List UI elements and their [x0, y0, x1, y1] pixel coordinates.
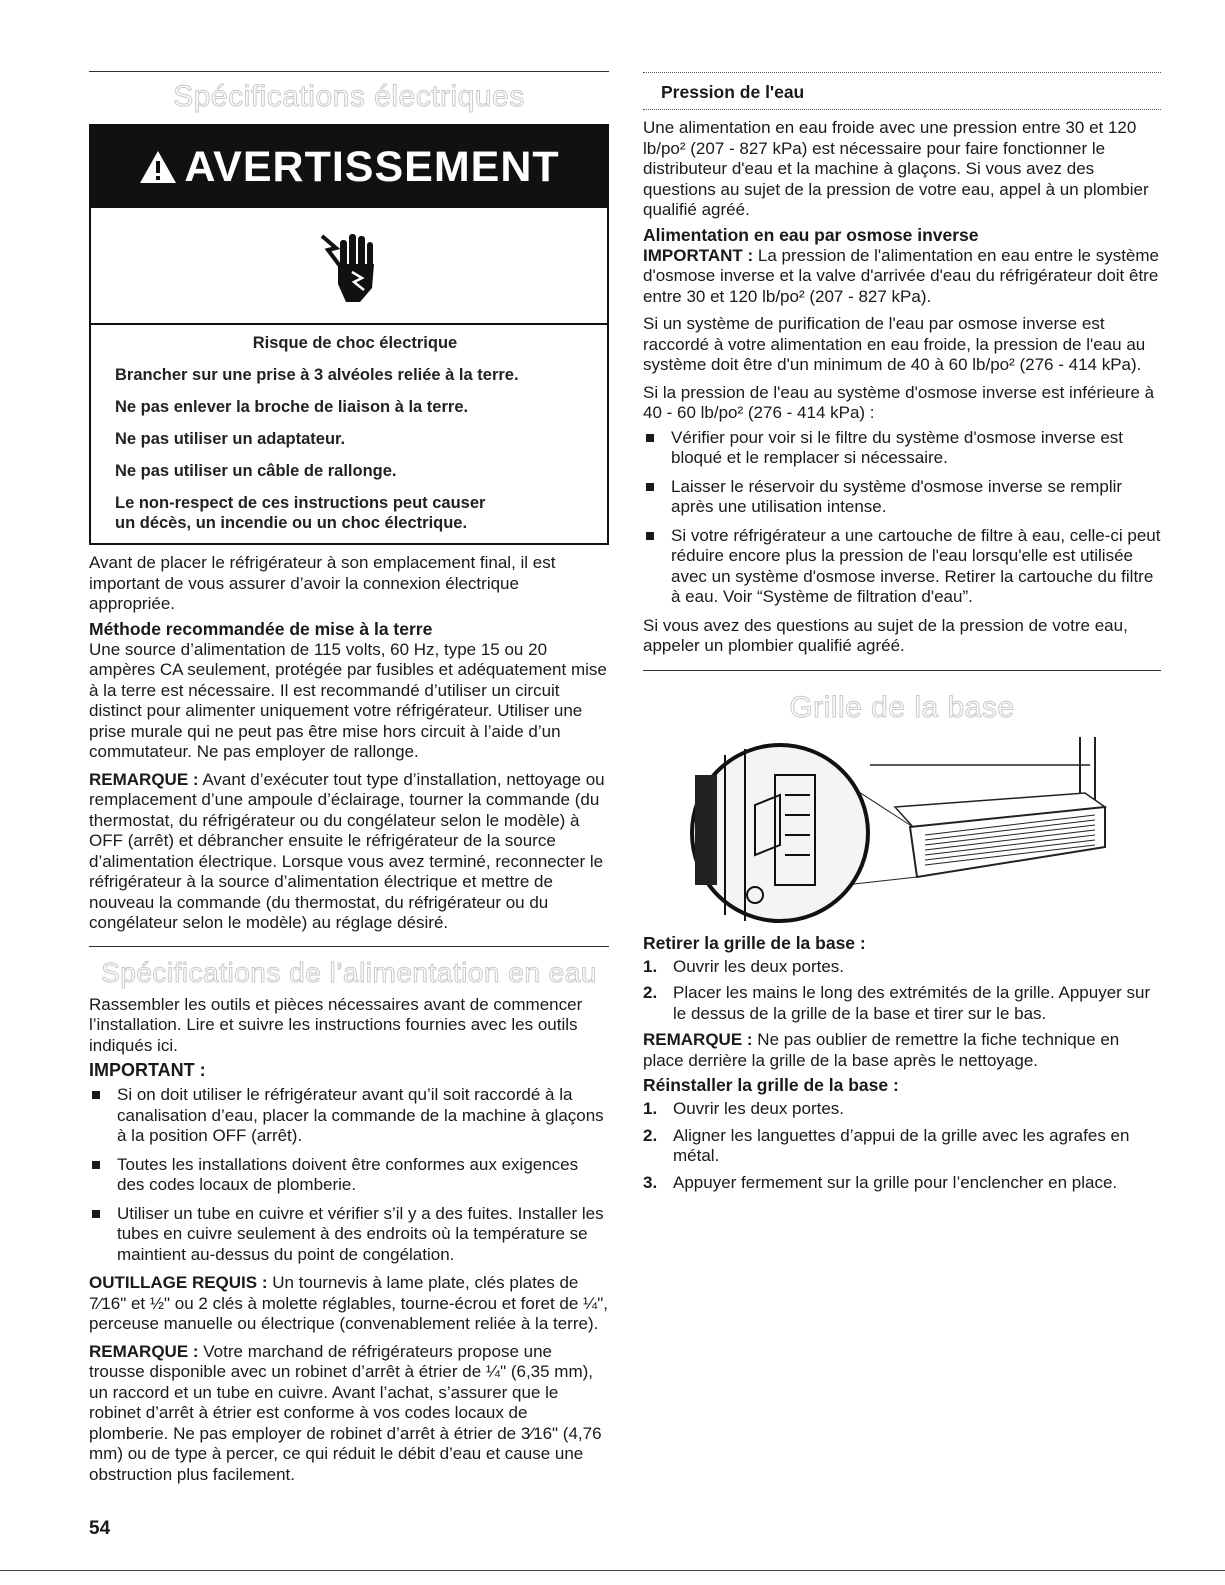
grounding-heading: Méthode recommandée de mise à la terre	[89, 618, 433, 639]
remarque-label: REMARQUE :	[89, 1341, 199, 1361]
pressure-heading: Pression de l'eau	[643, 72, 1161, 110]
right-column	[643, 0, 1161, 1199]
tools-label: OUTILLAGE REQUIS :	[89, 1273, 268, 1292]
list-item: Laisser le réservoir du système d'osmose inverse se remplir après une utilisation intense.	[643, 477, 1161, 518]
step-number: 2.	[643, 1125, 658, 1145]
step-text: Placer les mains le long des extrémités de la grille. Appuyer sur le dessus de la grille de la base et tirer sur le bas.	[673, 983, 1151, 1023]
base-grille-drawing	[685, 735, 1120, 927]
important-list	[89, 1085, 609, 1265]
important-heading: IMPORTANT :	[89, 1060, 206, 1080]
ro-paragraph: Si vous avez des questions au sujet de la pression de votre eau, appeler un plombier qualifié agréé.	[643, 615, 1128, 655]
section-title-electrical: Spécifications électriques	[173, 80, 525, 113]
list-item: Utiliser un tube en cuivre et vérifier s’il y a des fuites. Installer les tubes en cuivre seulement à des endroits où la température se maintient au-dessus du point de congélation.	[89, 1204, 609, 1266]
warning-line: Ne pas enlever la broche de liaison à la terre.	[115, 398, 469, 416]
section-rule	[89, 71, 609, 72]
ro-list	[643, 428, 1161, 608]
remarque-text: Ne pas oublier de remettre la fiche technique en place derrière la grille de la base après le nettoyage.	[643, 1030, 1120, 1070]
warning-box	[89, 124, 609, 545]
important-label: IMPORTANT :	[643, 245, 754, 265]
warning-line: Le non-respect de ces instructions peut causer	[115, 494, 486, 512]
remove-grille-heading: Retirer la grille de la base :	[643, 932, 866, 953]
water-intro: Rassembler les outils et pièces nécessaires avant de commencer l’installation. Lire et suivre les instructions fournies avec les outils indiqués ici.	[89, 994, 583, 1055]
shock-hazard-area	[91, 208, 607, 325]
remarque-label: REMARQUE :	[89, 769, 199, 789]
list-item	[643, 983, 1161, 1024]
important-text: La pression de l'alimentation en eau entre le système d'osmose inverse et la valve d'arrivée d'eau du réfrigérateur doit être entre 30 et 120 lb/po² (207 - 827 kPa).	[643, 245, 1159, 306]
ro-paragraph: Si la pression de l'eau au système d'osmose inverse est inférieure à 40 - 60 lb/po² (276 - 414 kPa) :	[643, 382, 1155, 422]
warning-header	[91, 126, 607, 208]
section-title-water-supply: Spécifications de l’alimentation en eau	[101, 956, 597, 988]
section-rule	[643, 670, 1161, 671]
list-item: Toutes les installations doivent être conformes aux exigences des codes locaux de plomberie.	[89, 1155, 609, 1196]
warning-line: un décès, un incendie ou un choc électrique.	[115, 514, 468, 532]
tools-required	[89, 1273, 609, 1335]
warning-line-title: Risque de choc électrique	[252, 334, 458, 352]
remarque-label: REMARQUE :	[643, 1030, 753, 1049]
left-column	[89, 0, 609, 1485]
ro-paragraph: Si un système de purification de l'eau par osmose inverse est raccordé à votre alimentation en eau froide, la pression de l'eau au système doit être d'un minimum de 40 à 60 lb/po² (276 - 414 kPa).	[643, 314, 1146, 374]
list-item	[643, 957, 1161, 978]
list-item	[643, 1173, 1161, 1194]
list-item: Si on doit utiliser le réfrigérateur avant qu’il soit raccordé à la canalisation d’eau, placer la commande de la machine à glaçons à la position OFF (arrêt).	[89, 1085, 609, 1147]
remarque-text: Votre marchand de réfrigérateurs propose une trousse disponible avec un robinet d’arrêt à étrier de ¼" (6,35 mm), un raccord et un tube en cuivre. Avant l’achat, s’assurer que le robinet d’arrêt à étrier est conforme à vos codes locaux de plomberie. Ne pas employer de robinet d’arrêt à étrier de 3⁄16" (4,76 mm) ou de type à percer, ce qui réduit le débit d’eau et cause une obstruction plus facilement.	[89, 1341, 602, 1484]
remarque-text: Avant d’exécuter tout type d’installation, nettoyage ou remplacement d’une ampoule d’éclairage, tourner la commande (du thermostat, du réfrigérateur ou du congélateur selon le modèle) à OFF (arrêt) et débrancher ensuite le réfrigérateur de la source d’alimentation électrique. Lorsque vous avez terminé, reconnecter le réfrigérateur à la source d’alimentation électrique et mettre de nouveau la commande (du thermostat, du réfrigérateur ou du congélateur selon le modèle) au réglage désiré.	[89, 769, 605, 932]
reinstall-grille-heading: Réinstaller la grille de la base :	[643, 1075, 899, 1095]
remarque-kit	[89, 1342, 609, 1486]
grounding-text: Une source d’alimentation de 115 volts, 60 Hz, type 15 ou 20 ampères CA seulement, protégée par fusibles et adéquatement mise à la terre est nécessaire. Il est recommandé d’utiliser un circuit distinct pour alimenter uniquement votre réfrigérateur. Utiliser une prise murale qui ne peut pas être mise hors circuit à l’aide d’un commutateur. Ne pas employer de rallonge.	[89, 639, 607, 761]
electric-shock-hand-icon	[314, 226, 384, 306]
section-rule	[89, 946, 609, 947]
page-number: 54	[89, 1518, 111, 1539]
step-number: 1.	[643, 956, 658, 976]
step-text: Appuyer fermement sur la grille pour l’enclencher en place.	[673, 1172, 1118, 1192]
section-title-base-grille: Grille de la base	[789, 690, 1015, 724]
list-item	[643, 1099, 1161, 1120]
tools-text: Un tournevis à lame plate, clés plates de 7⁄16" et ½" ou 2 clés à molette réglables, tourne-écrou et foret de ¼", perceuse manuelle ou électrique (convenablement reliée à la terre).	[89, 1273, 608, 1333]
warning-line: Ne pas utiliser un câble de rallonge.	[115, 462, 397, 480]
base-grille-illustration	[685, 735, 1120, 927]
remarque-electrical	[89, 770, 609, 934]
warning-header-text: AVERTISSEMENT	[184, 142, 560, 191]
step-text: Aligner les languettes d’appui de la grille avec les agrafes en métal.	[673, 1125, 1130, 1165]
electrical-intro: Avant de placer le réfrigérateur à son emplacement final, il est important de vous assurer d’avoir la connexion électrique appropriée.	[89, 553, 556, 613]
reinstall-steps	[643, 1099, 1161, 1193]
step-number: 3.	[643, 1172, 658, 1192]
remarque-grille	[643, 1030, 1161, 1071]
pressure-text: Une alimentation en eau froide avec une pression entre 30 et 120 lb/po² (207 - 827 kPa) est nécessaire pour faire fonctionner le distributeur d'eau et la machine à glaçons. Si vous avez des questions au sujet de la pression de votre eau, appel à un plombier qualifié agréé.	[643, 118, 1149, 219]
warning-text	[91, 325, 607, 543]
list-item: Si votre réfrigérateur a une cartouche de filtre à eau, celle-ci peut réduire encore plus la pression de l'eau lorsqu'elle est utilisée avec un système d'osmose inverse. Retirer la cartouche du filtre à eau. Voir “Système de filtration d'eau”.	[643, 526, 1161, 608]
warning-line: Ne pas utiliser un adaptateur.	[115, 430, 346, 448]
ro-important	[643, 246, 1161, 308]
step-text: Ouvrir les deux portes.	[673, 1099, 845, 1118]
list-item	[643, 1126, 1161, 1167]
warning-triangle-icon	[138, 149, 178, 185]
list-item: Vérifier pour voir si le filtre du système d'osmose inverse est bloqué et le remplacer si nécessaire.	[643, 428, 1161, 469]
remove-steps	[643, 957, 1161, 1025]
step-text: Ouvrir les deux portes.	[673, 956, 845, 976]
reverse-osmosis-heading: Alimentation en eau par osmose inverse	[643, 224, 979, 245]
step-number: 2.	[643, 983, 658, 1002]
step-number: 1.	[643, 1099, 658, 1118]
bottom-rule	[0, 1570, 1225, 1571]
warning-line: Brancher sur une prise à 3 alvéoles reliée à la terre.	[115, 366, 519, 384]
